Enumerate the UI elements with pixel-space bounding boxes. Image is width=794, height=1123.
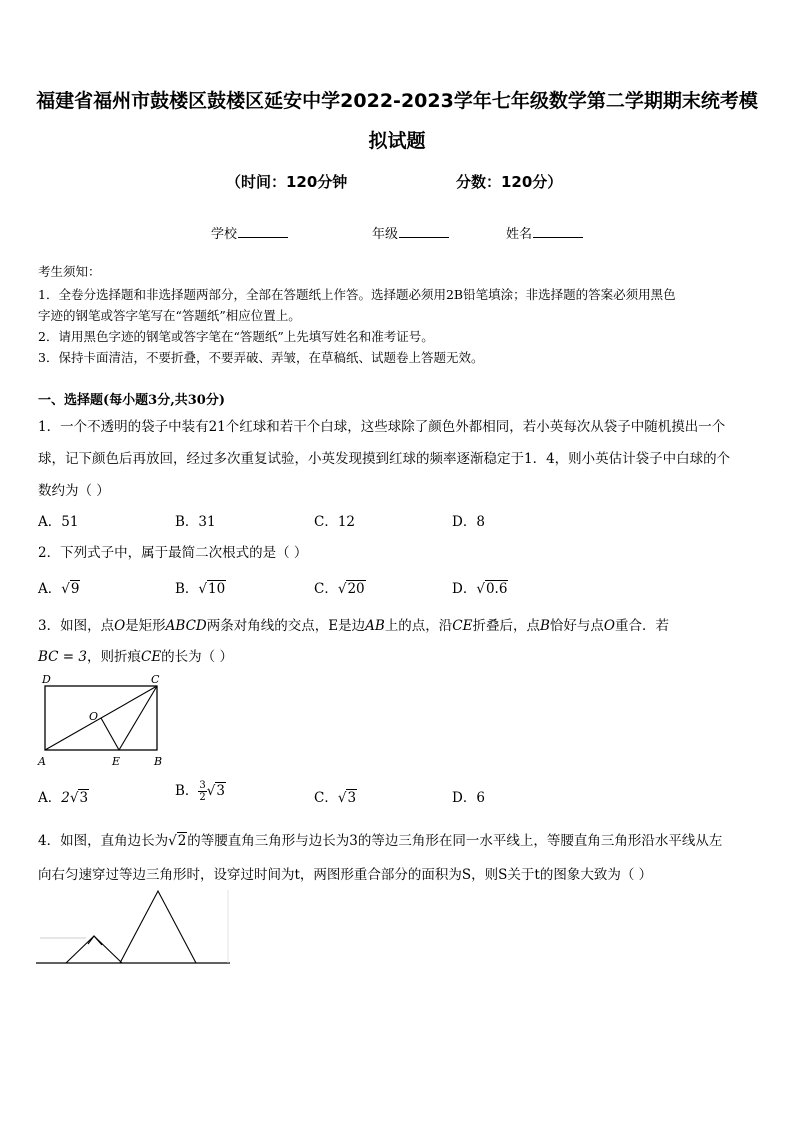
name-blank[interactable]	[533, 223, 583, 238]
isosceles-right-triangle	[66, 936, 122, 963]
q2-option-d[interactable]: D．√0.6	[452, 581, 508, 597]
label-d: D	[42, 673, 51, 686]
q3-option-c[interactable]: C．√3	[314, 790, 357, 806]
grade-field[interactable]: 年级	[372, 223, 449, 242]
label-b: B	[154, 755, 163, 768]
exam-title-line1: 福建省福州市鼓楼区鼓楼区延安中学2022-2023学年七年级数学第二学期期末统考模	[36, 90, 758, 112]
sqrt-expression: √20	[337, 581, 365, 597]
q1-option-b[interactable]: B．31	[175, 514, 216, 530]
q3-stem-line2: BC = 3，则折痕CE的长为（ ）	[38, 649, 233, 665]
school-field[interactable]: 学校	[211, 223, 288, 242]
notice-item-2: 2．请用黑色字迹的钢笔或答字笔在“答题纸”上先填写姓名和准考证号。	[38, 329, 434, 344]
label-e: E	[112, 755, 121, 768]
q3-option-d[interactable]: D．6	[452, 790, 485, 806]
total-score: 分数：120分）	[456, 173, 563, 191]
q2-option-b[interactable]: B．√10	[175, 581, 226, 597]
q4-stem-line2: 向右匀速穿过等边三角形时，设穿过时间为t，两图形重合部分的面积为S，则S关于t的图象大致为（ ）	[38, 867, 653, 883]
exam-meta	[0, 171, 794, 193]
q3-option-a[interactable]: A．2√3	[38, 790, 89, 806]
sqrt-expression: √9	[61, 581, 80, 597]
q4-stem-line1: 4．如图，直角边长为√2的等腰直角三角形与边长为3的等边三角形在同一水平线上，等腰直角三角形沿水平线从左	[38, 833, 723, 849]
q1-option-c[interactable]: C．12	[314, 514, 356, 530]
q4-triangles-figure	[36, 888, 232, 968]
q1-stem-line3: 数约为（ ）	[38, 483, 110, 499]
notice-item-1a: 1．全卷分选择题和非选择题两部分，全部在答题纸上作答。选择题必须用2B铅笔填涂；非选择题的答案必须用黑色	[38, 287, 676, 302]
triangle-apex-mark	[88, 936, 102, 945]
equilateral-triangle	[120, 891, 196, 963]
sqrt-expression: √0.6	[476, 581, 508, 597]
q3-rectangle-figure	[38, 672, 168, 772]
label-o: O	[89, 710, 99, 723]
time-limit: （时间：120分钟	[226, 173, 348, 191]
q3-option-b[interactable]: B． $\frac{3}{2}$ √3	[175, 780, 225, 803]
q1-option-d[interactable]: D．8	[452, 514, 485, 530]
notice-item-1b: 字迹的钢笔或答字笔写在“答题纸”相应位置上。	[38, 308, 301, 323]
sqrt-expression: √10	[198, 581, 226, 597]
sqrt-expression: √3	[206, 783, 225, 799]
q1-option-a[interactable]: A．51	[38, 514, 79, 530]
crease-ce	[119, 686, 157, 750]
school-blank[interactable]	[238, 223, 288, 238]
grade-blank[interactable]	[399, 223, 449, 238]
segment-oe	[101, 718, 119, 750]
q2-stem: 2．下列式子中，属于最简二次根式的是（ ）	[38, 545, 308, 561]
notice-heading: 考生须知：	[38, 264, 101, 279]
label-a: A	[38, 755, 46, 768]
q1-stem-line1: 1．一个不透明的袋子中装有21个红球和若干个白球，这些球除了颜色外都相同，若小英每次从袋子中随机摸出一个	[38, 419, 726, 435]
fraction: $\frac{3}{2}$	[199, 780, 206, 803]
section-heading: 一、选择题(每小题3分,共30分)	[38, 393, 225, 408]
exam-title-line2: 拟试题	[368, 130, 426, 152]
q3-stem-line1: 3．如图，点O是矩形ABCD两条对角线的交点，E是边AB上的点，沿CE折叠后，点B恰好与点O重合．若	[38, 618, 669, 634]
sqrt-expression: √2	[168, 833, 187, 849]
label-c: C	[151, 673, 160, 686]
sqrt-expression: √3	[337, 790, 357, 806]
q1-stem-line2: 球，记下颜色后再放回，经过多次重复试验，小英发现摸到红球的频率逐渐稳定于1．4，则小英估计袋子中白球的个	[38, 451, 731, 467]
student-info-fields	[0, 223, 794, 243]
q2-option-a[interactable]: A．√9	[38, 581, 80, 597]
notice-item-3: 3．保持卡面清洁，不要折叠，不要弄破、弄皱，在草稿纸、试题卷上答题无效。	[38, 350, 484, 365]
name-field[interactable]: 姓名	[506, 223, 583, 242]
sqrt-expression: √3	[69, 790, 89, 806]
q2-option-c[interactable]: C．√20	[314, 581, 365, 597]
